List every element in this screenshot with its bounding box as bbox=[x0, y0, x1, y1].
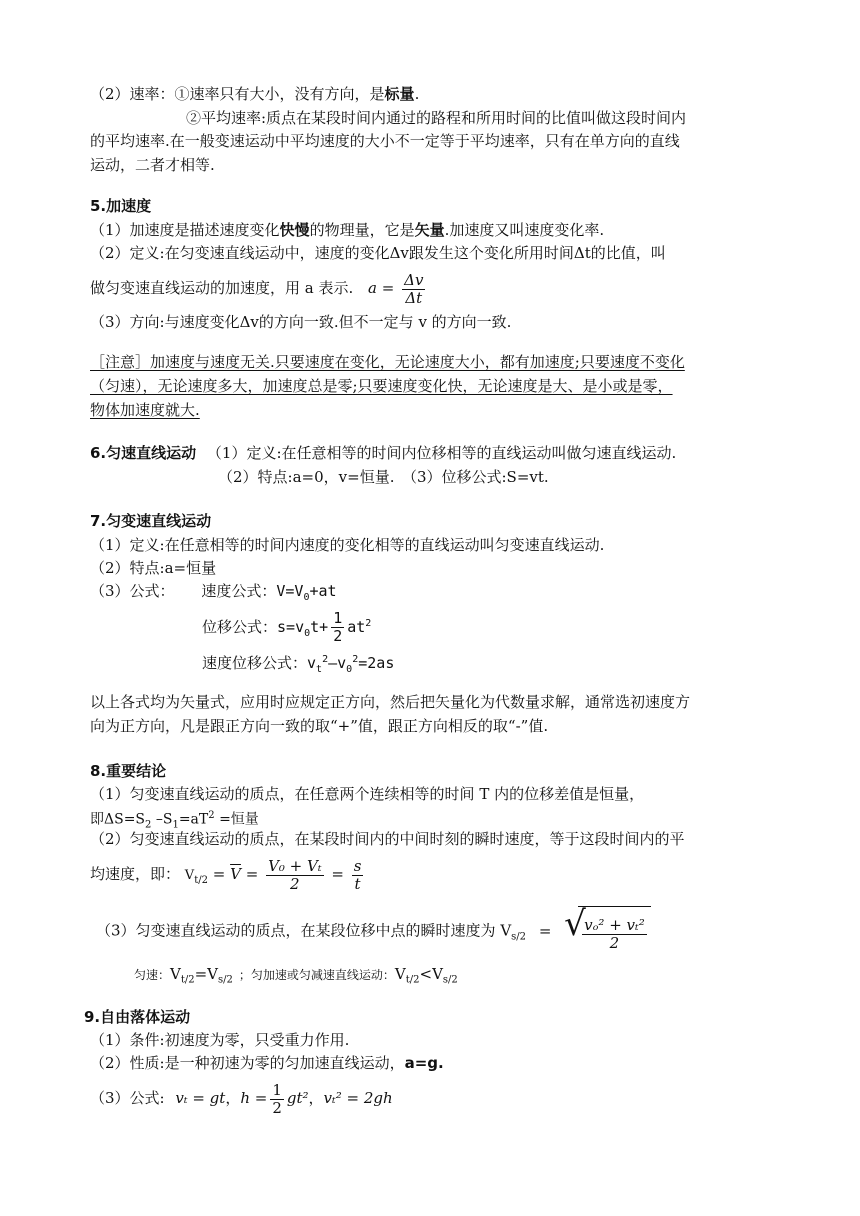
accel-fraction bbox=[402, 272, 425, 307]
text: （2）性质:是一种初速为零的匀加速直线运动， bbox=[90, 1054, 405, 1072]
formula-height: h = bbox=[240, 1089, 268, 1107]
text: （1）加速度是描述速度变化 bbox=[90, 221, 280, 239]
half-fraction bbox=[270, 1082, 284, 1117]
section-9-title: 9.自由落体运动 bbox=[84, 1008, 191, 1026]
text: V=V bbox=[276, 582, 304, 600]
text: 做匀变速直线运动的加速度，用 a 表示. bbox=[90, 279, 354, 297]
formula-eq: = bbox=[245, 865, 259, 883]
sup: 2 bbox=[352, 654, 359, 665]
fraction-numerator: s bbox=[353, 856, 362, 875]
formula-eq: = bbox=[381, 279, 395, 297]
fraction-numerator: 1 bbox=[333, 609, 343, 627]
velocity-displacement-line bbox=[202, 650, 394, 680]
fraction-numerator: vₒ² + vₜ² bbox=[584, 915, 645, 934]
displacement-formula bbox=[277, 609, 372, 645]
velocity-label: 速度公式： bbox=[201, 582, 277, 600]
scalar-term: 标量 bbox=[384, 85, 415, 103]
fraction-denominator: t bbox=[354, 874, 361, 893]
sub: t bbox=[316, 664, 323, 675]
radical-sign: √ bbox=[564, 904, 586, 944]
speed-text: （2）速率：①速率只有大小，没有方向，是 bbox=[90, 85, 385, 103]
text: <V bbox=[419, 965, 443, 983]
formula-velocity: vₜ = gt bbox=[175, 1089, 226, 1107]
free-fall-line-1: （1）条件:初速度为零，只受重力作用. bbox=[90, 1031, 350, 1049]
velocity-displacement-label: 速度位移公式： bbox=[202, 654, 308, 672]
period: . bbox=[414, 85, 420, 103]
text: （3）公式: bbox=[90, 1089, 165, 1107]
fraction-denominator: Δt bbox=[405, 288, 423, 307]
formula-v: V bbox=[184, 868, 195, 883]
text: .加速度又叫速度变化率. bbox=[444, 221, 605, 239]
text: v bbox=[307, 654, 317, 672]
speed-line-3: 的平均速率.在一般变速运动中平均速度的大小不一定等于平均速率，只有在单方向的直线 bbox=[90, 132, 680, 150]
bold-term: a=g. bbox=[404, 1054, 444, 1072]
square-root bbox=[564, 906, 651, 957]
text: –S bbox=[151, 811, 173, 828]
formula-eq: = bbox=[331, 865, 344, 883]
conclusion-line-3: （2）匀变速直线运动的质点，在某段时间内的中间时刻的瞬时速度，等于这段时间内的平 bbox=[90, 830, 685, 848]
fraction-denominator: 2 bbox=[290, 874, 300, 893]
accel-line-4: （3）方向:与速度变化Δv的方向一致.但不一定与 v 的方向一致. bbox=[90, 313, 512, 331]
vector-note-line-2: 向为正方向，凡是跟正方向一致的取“+”值，跟正方向相反的取“-”值. bbox=[90, 717, 549, 735]
text: +at bbox=[309, 582, 337, 600]
text: =aT bbox=[178, 811, 209, 828]
text: V bbox=[394, 965, 406, 983]
uniform-accel-line-1: （1）定义:在任意相等的时间内速度的变化相等的直线运动叫匀变速直线运动. bbox=[90, 536, 605, 554]
uniform-accel-line-2: （2）特点:a=恒量 bbox=[90, 559, 217, 577]
sub: 0 bbox=[303, 592, 310, 603]
conclusion-line-6 bbox=[134, 964, 458, 990]
fraction-denominator: 2 bbox=[609, 933, 620, 952]
sub: 0 bbox=[346, 664, 353, 675]
text: s=v bbox=[277, 618, 305, 636]
sub: 1 bbox=[172, 819, 179, 831]
sub: 2 bbox=[145, 819, 152, 831]
text: –v bbox=[328, 654, 347, 672]
section-6-line-2: （2）特点:a=0，v=恒量. （3）位移公式:S=vt. bbox=[218, 468, 549, 486]
s-over-t-fraction bbox=[352, 858, 364, 893]
sup: 2 bbox=[365, 618, 372, 629]
text: 匀速： bbox=[134, 968, 171, 982]
free-fall-line-2 bbox=[90, 1053, 444, 1073]
section-7-title: 7.匀变速直线运动 bbox=[90, 512, 212, 530]
accel-line-2: （2）定义:在匀变速直线运动中，速度的变化Δv跟发生这个变化所用时间Δt的比值，叫 bbox=[90, 244, 666, 262]
conclusion-line-5 bbox=[96, 906, 651, 954]
speed-line-2: ②平均速率:质点在某段时间内通过的路程和所用时间的比值叫做这段时间内 bbox=[186, 109, 687, 127]
note-line-2: （匀速），无论速度多大，加速度总是零;只要速度变化快，无论速度是大、是小或是零， bbox=[90, 377, 673, 395]
text: =V bbox=[194, 965, 219, 983]
section-5-title: 5.加速度 bbox=[90, 197, 152, 215]
vector-note-line-1: 以上各式均为矢量式，应用时应规定正方向，然后把矢量化为代数量求解，通常选初速度方 bbox=[90, 693, 691, 711]
fraction-numerator: 1 bbox=[272, 1080, 282, 1099]
formula-eq: = bbox=[538, 921, 552, 940]
speed-line-1 bbox=[90, 84, 419, 104]
sub: t/2 bbox=[180, 974, 195, 986]
formula-velocity-squared: vₜ² = 2gh bbox=[323, 1089, 393, 1107]
fraction-denominator: 2 bbox=[333, 627, 343, 645]
sub: 0 bbox=[304, 628, 311, 639]
note-line-3: 物体加速度就大. bbox=[90, 401, 200, 419]
text: t+ bbox=[310, 618, 329, 636]
bold-term: 快慢 bbox=[279, 221, 310, 239]
text: =恒量 bbox=[214, 811, 259, 828]
text: 即ΔS=S bbox=[90, 811, 146, 828]
section-6-line-1 bbox=[90, 443, 676, 463]
section-6-title: 6.匀速直线运动 bbox=[90, 444, 197, 462]
sub: t/2 bbox=[194, 875, 208, 886]
speed-line-4: 运动，二者才相等. bbox=[90, 156, 215, 174]
sub: t/2 bbox=[405, 974, 420, 986]
conclusion-line-1: （1）匀变速直线运动的质点，在任意两个连续相等的时间 T 内的位移差值是恒量， bbox=[90, 785, 645, 803]
text: V bbox=[170, 965, 181, 983]
text: at bbox=[347, 618, 366, 636]
sub: s/2 bbox=[511, 931, 527, 943]
accel-line-1 bbox=[90, 220, 604, 240]
sup: 2 bbox=[208, 810, 215, 821]
formula-eq: = bbox=[212, 865, 226, 883]
displacement-label: 位移公式： bbox=[202, 618, 278, 636]
displacement-line bbox=[202, 604, 371, 644]
sup: 2 bbox=[322, 654, 329, 665]
text: （1）定义:在任意相等的时间内位移相等的直线运动叫做匀速直线运动. bbox=[206, 444, 677, 462]
formula-a: a bbox=[368, 279, 377, 297]
fraction-denominator: 2 bbox=[272, 1098, 282, 1117]
formula-height-tail: gt² bbox=[286, 1089, 309, 1107]
text: 的物理量，它是 bbox=[309, 221, 415, 239]
velocity-formula bbox=[276, 582, 337, 603]
fraction-numerator: Δv bbox=[404, 270, 424, 289]
fraction-numerator: V₀ + Vₜ bbox=[268, 856, 322, 875]
text: （3）匀变速直线运动的质点，在某段位移中点的瞬时速度为 V bbox=[96, 921, 512, 940]
sub: s/2 bbox=[442, 974, 458, 986]
free-fall-line-3 bbox=[90, 1076, 393, 1120]
text: 均速度，即： bbox=[90, 865, 181, 883]
conclusion-line-4 bbox=[90, 852, 366, 896]
text: =2as bbox=[358, 654, 395, 672]
half-fraction bbox=[331, 610, 344, 645]
average-velocity: $\overline{V}$ bbox=[230, 865, 241, 883]
radicand-fraction bbox=[582, 917, 647, 952]
text: （3）公式： bbox=[90, 582, 175, 600]
velocity-displacement-formula bbox=[307, 654, 395, 675]
text: ；匀加速或匀减速直线运动： bbox=[238, 968, 395, 982]
section-8-title: 8.重要结论 bbox=[90, 762, 167, 780]
separator: ， bbox=[225, 1089, 241, 1107]
bold-term: 矢量 bbox=[414, 221, 445, 239]
radicand bbox=[578, 906, 651, 957]
average-fraction bbox=[266, 858, 323, 893]
accel-line-3 bbox=[90, 268, 428, 308]
separator: ， bbox=[308, 1089, 324, 1107]
sub: s/2 bbox=[218, 974, 233, 986]
note-line-1: ［注意］加速度与速度无关.只要速度在变化，无论速度大小，都有加速度;只要速度不变化 bbox=[90, 353, 685, 371]
